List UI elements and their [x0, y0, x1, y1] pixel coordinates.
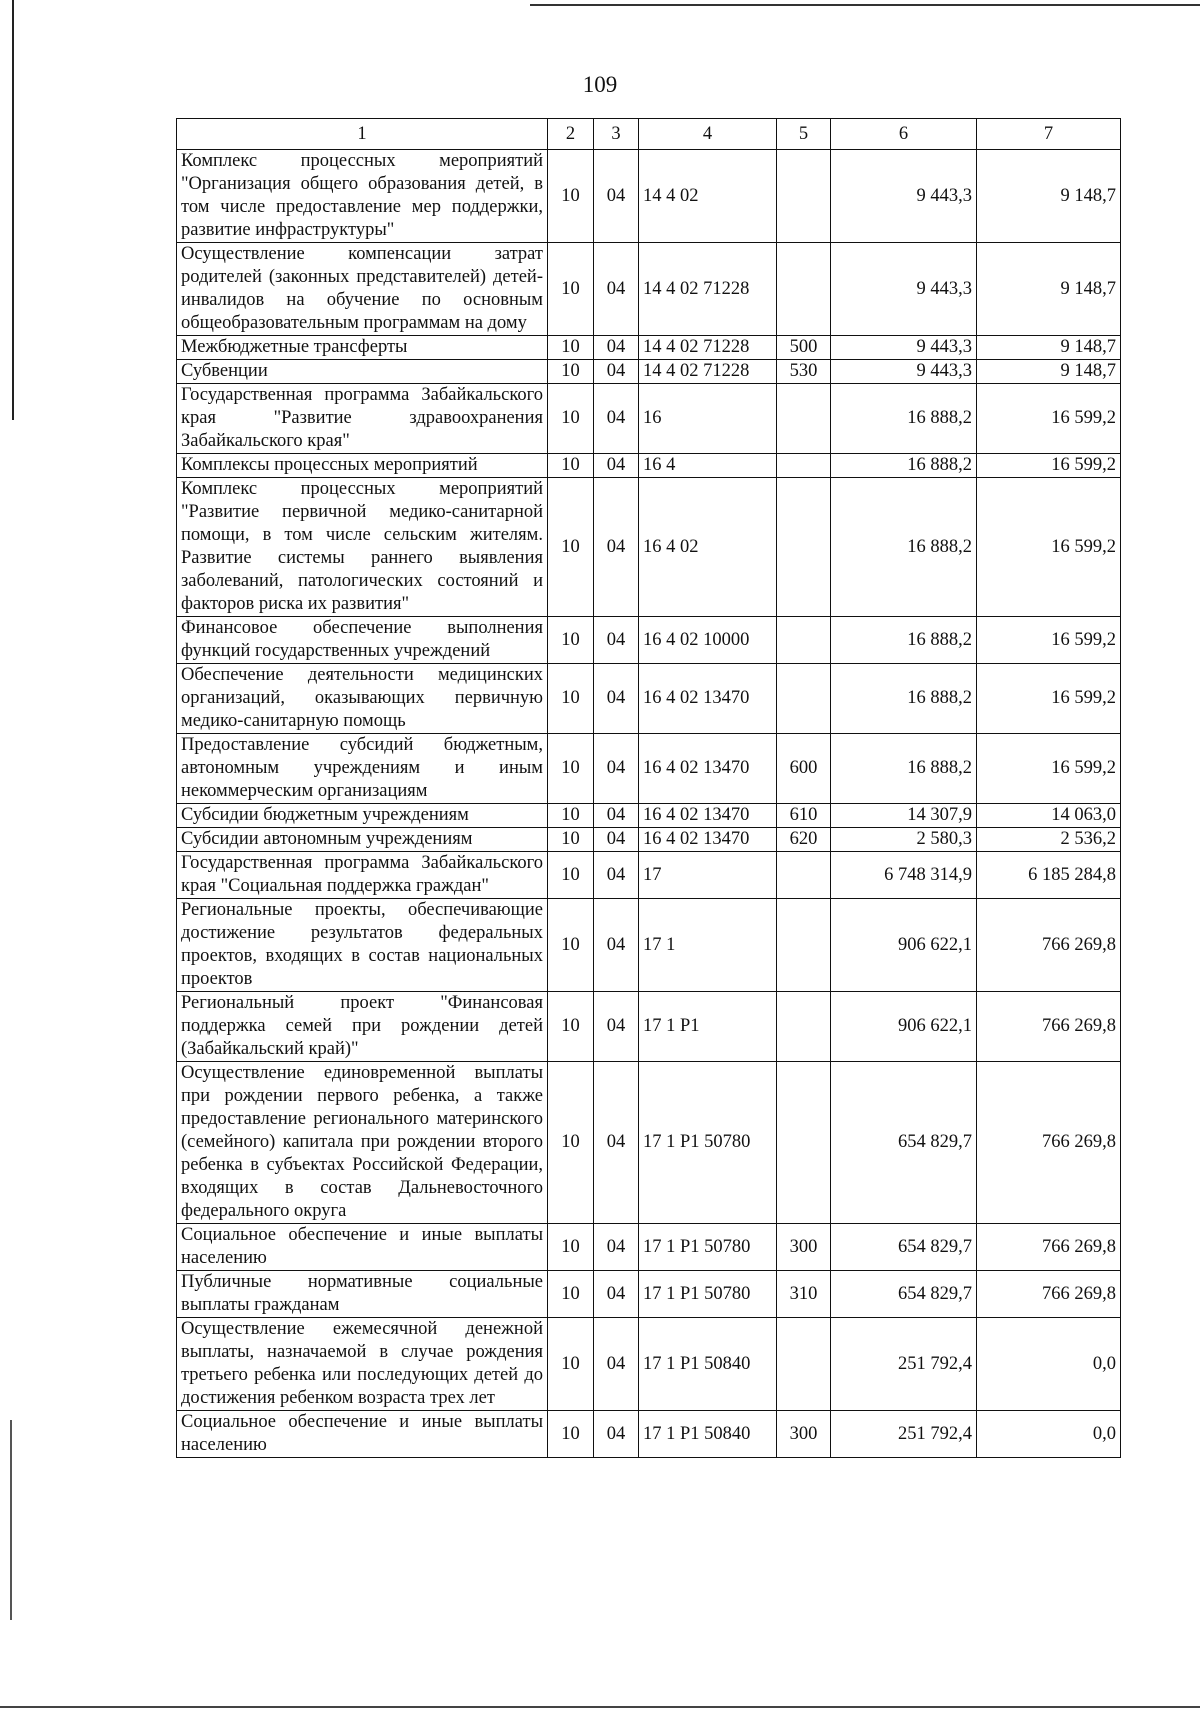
row-expense-type: 530 [777, 360, 831, 384]
row-amount-year1: 654 829,7 [831, 1062, 977, 1224]
row-amount-year1: 9 443,3 [831, 360, 977, 384]
row-amount-year1: 6 748 314,9 [831, 852, 977, 899]
row-target-article: 16 4 02 13470 [639, 734, 777, 804]
row-target-article: 16 4 02 [639, 478, 777, 617]
row-amount-year2: 9 148,7 [977, 336, 1121, 360]
scan-margin-line [12, 0, 14, 420]
row-amount-year2: 16 599,2 [977, 734, 1121, 804]
table-row [177, 804, 1121, 828]
page-number: 109 [582, 72, 618, 97]
row-name: Субсидии бюджетным учреждениям [177, 804, 548, 828]
row-expense-type [777, 852, 831, 899]
row-amount-year2: 766 269,8 [977, 1271, 1121, 1318]
row-expense-type [777, 992, 831, 1062]
row-target-article: 17 1 P1 50780 [639, 1271, 777, 1318]
row-section: 10 [548, 1062, 594, 1224]
budget-table [176, 118, 1121, 1458]
row-name: Комплексы процессных мероприятий [177, 454, 548, 478]
row-name: Осуществление единовременной выплаты при рождении первого ребенка, а также предоставление регионального материнского (семейного) капитала при рождении второго ребенка в субъектах Российской Федерации, входящих в состав Дальневосточного федерального округа [177, 1062, 548, 1224]
row-amount-year2: 766 269,8 [977, 992, 1121, 1062]
row-target-article: 14 4 02 71228 [639, 336, 777, 360]
row-section: 10 [548, 478, 594, 617]
row-subsection: 04 [594, 1062, 639, 1224]
row-target-article: 16 4 02 10000 [639, 617, 777, 664]
row-amount-year2: 16 599,2 [977, 454, 1121, 478]
table-row [177, 1271, 1121, 1318]
row-target-article: 17 1 P1 50780 [639, 1062, 777, 1224]
row-amount-year2: 16 599,2 [977, 478, 1121, 617]
row-name: Обеспечение деятельности медицинских организаций, оказывающих первичную медико-санитарную помощь [177, 664, 548, 734]
row-section: 10 [548, 243, 594, 336]
row-name: Публичные нормативные социальные выплаты гражданам [177, 1271, 548, 1318]
row-target-article: 17 1 P1 50840 [639, 1318, 777, 1411]
table-row [177, 1062, 1121, 1224]
row-amount-year2: 6 185 284,8 [977, 852, 1121, 899]
row-amount-year1: 654 829,7 [831, 1271, 977, 1318]
row-expense-type [777, 478, 831, 617]
column-header: 5 [777, 119, 831, 150]
row-name: Предоставление субсидий бюджетным, автономным учреждениям и иным некоммерческим организациям [177, 734, 548, 804]
row-subsection: 04 [594, 664, 639, 734]
row-amount-year1: 906 622,1 [831, 992, 977, 1062]
row-amount-year2: 16 599,2 [977, 384, 1121, 454]
row-section: 10 [548, 828, 594, 852]
row-subsection: 04 [594, 828, 639, 852]
table-row [177, 1318, 1121, 1411]
row-expense-type [777, 243, 831, 336]
table-row [177, 336, 1121, 360]
row-subsection: 04 [594, 1271, 639, 1318]
row-target-article: 17 1 P1 [639, 992, 777, 1062]
row-expense-type [777, 1318, 831, 1411]
row-expense-type [777, 664, 831, 734]
row-section: 10 [548, 734, 594, 804]
row-target-article: 14 4 02 71228 [639, 360, 777, 384]
row-expense-type [777, 899, 831, 992]
row-subsection: 04 [594, 1411, 639, 1458]
row-amount-year2: 16 599,2 [977, 664, 1121, 734]
row-expense-type: 610 [777, 804, 831, 828]
row-name: Осуществление компенсации затрат родителей (законных представителей) детей-инвалидов на обучение по основным общеобразовательным программам на дому [177, 243, 548, 336]
scan-margin-line-lower [10, 1420, 12, 1620]
row-amount-year2: 766 269,8 [977, 1224, 1121, 1271]
row-subsection: 04 [594, 478, 639, 617]
table-row [177, 1411, 1121, 1458]
table-row [177, 150, 1121, 243]
header-row [177, 119, 1121, 150]
row-subsection: 04 [594, 899, 639, 992]
row-name: Социальное обеспечение и иные выплаты населению [177, 1411, 548, 1458]
row-amount-year1: 14 307,9 [831, 804, 977, 828]
row-name: Региональный проект "Финансовая поддержка семей при рождении детей (Забайкальский край)" [177, 992, 548, 1062]
row-amount-year1: 16 888,2 [831, 454, 977, 478]
table-row [177, 617, 1121, 664]
row-target-article: 17 1 [639, 899, 777, 992]
row-expense-type [777, 150, 831, 243]
row-section: 10 [548, 804, 594, 828]
table-row [177, 454, 1121, 478]
row-amount-year1: 16 888,2 [831, 478, 977, 617]
row-amount-year2: 766 269,8 [977, 899, 1121, 992]
row-subsection: 04 [594, 150, 639, 243]
row-name: Комплекс процессных мероприятий "Развитие первичной медико-санитарной помощи, в том числе сельским жителям. Развитие системы раннего выявления заболеваний, патологических состояний и факторов риска их развития" [177, 478, 548, 617]
row-amount-year1: 251 792,4 [831, 1318, 977, 1411]
row-section: 10 [548, 1271, 594, 1318]
table-row [177, 384, 1121, 454]
row-name: Финансовое обеспечение выполнения функций государственных учреждений [177, 617, 548, 664]
row-amount-year1: 654 829,7 [831, 1224, 977, 1271]
row-amount-year2: 766 269,8 [977, 1062, 1121, 1224]
column-header: 7 [977, 119, 1121, 150]
row-target-article: 17 1 P1 50840 [639, 1411, 777, 1458]
row-expense-type: 500 [777, 336, 831, 360]
column-header: 4 [639, 119, 777, 150]
row-name: Государственная программа Забайкальского края "Социальная поддержка граждан" [177, 852, 548, 899]
table-row [177, 243, 1121, 336]
row-expense-type [777, 617, 831, 664]
row-section: 10 [548, 852, 594, 899]
row-amount-year1: 16 888,2 [831, 384, 977, 454]
row-subsection: 04 [594, 852, 639, 899]
scan-bottom-rule [0, 1706, 1200, 1708]
row-target-article: 17 [639, 852, 777, 899]
row-amount-year2: 0,0 [977, 1318, 1121, 1411]
row-amount-year2: 2 536,2 [977, 828, 1121, 852]
row-section: 10 [548, 150, 594, 243]
row-expense-type: 310 [777, 1271, 831, 1318]
row-amount-year2: 9 148,7 [977, 150, 1121, 243]
row-subsection: 04 [594, 454, 639, 478]
row-subsection: 04 [594, 617, 639, 664]
row-section: 10 [548, 384, 594, 454]
row-target-article: 16 [639, 384, 777, 454]
row-expense-type: 300 [777, 1411, 831, 1458]
row-expense-type: 600 [777, 734, 831, 804]
row-amount-year1: 16 888,2 [831, 617, 977, 664]
table-row [177, 664, 1121, 734]
column-header: 3 [594, 119, 639, 150]
column-header: 1 [177, 119, 548, 150]
column-header: 2 [548, 119, 594, 150]
row-subsection: 04 [594, 1318, 639, 1411]
row-expense-type [777, 384, 831, 454]
row-section: 10 [548, 360, 594, 384]
scan-top-rule [530, 4, 1200, 6]
row-section: 10 [548, 664, 594, 734]
row-name: Субсидии автономным учреждениям [177, 828, 548, 852]
row-expense-type: 300 [777, 1224, 831, 1271]
table-row [177, 828, 1121, 852]
row-subsection: 04 [594, 1224, 639, 1271]
table-row [177, 734, 1121, 804]
table-row [177, 852, 1121, 899]
row-amount-year1: 16 888,2 [831, 664, 977, 734]
row-amount-year1: 9 443,3 [831, 336, 977, 360]
row-section: 10 [548, 454, 594, 478]
row-section: 10 [548, 336, 594, 360]
row-subsection: 04 [594, 384, 639, 454]
row-section: 10 [548, 992, 594, 1062]
row-amount-year1: 9 443,3 [831, 150, 977, 243]
row-amount-year1: 251 792,4 [831, 1411, 977, 1458]
row-name: Субвенции [177, 360, 548, 384]
row-subsection: 04 [594, 992, 639, 1062]
row-expense-type [777, 1062, 831, 1224]
row-amount-year2: 9 148,7 [977, 243, 1121, 336]
table-row [177, 899, 1121, 992]
row-section: 10 [548, 1224, 594, 1271]
row-amount-year2: 16 599,2 [977, 617, 1121, 664]
row-name: Социальное обеспечение и иные выплаты населению [177, 1224, 548, 1271]
row-target-article: 14 4 02 [639, 150, 777, 243]
row-subsection: 04 [594, 804, 639, 828]
row-amount-year2: 14 063,0 [977, 804, 1121, 828]
column-header: 6 [831, 119, 977, 150]
row-target-article: 16 4 02 13470 [639, 804, 777, 828]
row-amount-year1: 9 443,3 [831, 243, 977, 336]
row-name: Комплекс процессных мероприятий "Организация общего образования детей, в том числе предоставление мер поддержки, развитие инфраструктуры" [177, 150, 548, 243]
row-expense-type [777, 454, 831, 478]
table-body [177, 150, 1121, 1458]
row-amount-year1: 16 888,2 [831, 734, 977, 804]
row-section: 10 [548, 1318, 594, 1411]
row-subsection: 04 [594, 734, 639, 804]
row-target-article: 17 1 P1 50780 [639, 1224, 777, 1271]
row-target-article: 16 4 02 13470 [639, 664, 777, 734]
row-name: Региональные проекты, обеспечивающие достижение результатов федеральных проектов, входящих в состав национальных проектов [177, 899, 548, 992]
table-row [177, 992, 1121, 1062]
table-row [177, 1224, 1121, 1271]
row-amount-year1: 906 622,1 [831, 899, 977, 992]
table-row [177, 360, 1121, 384]
row-name: Государственная программа Забайкальского края "Развитие здравоохранения Забайкальского края" [177, 384, 548, 454]
row-name: Осуществление ежемесячной денежной выплаты, назначаемой в случае рождения третьего ребенка или последующих детей до достижения ребенком возраста трех лет [177, 1318, 548, 1411]
row-amount-year1: 2 580,3 [831, 828, 977, 852]
row-section: 10 [548, 617, 594, 664]
row-target-article: 14 4 02 71228 [639, 243, 777, 336]
row-subsection: 04 [594, 243, 639, 336]
row-target-article: 16 4 02 13470 [639, 828, 777, 852]
row-subsection: 04 [594, 360, 639, 384]
row-amount-year2: 0,0 [977, 1411, 1121, 1458]
row-amount-year2: 9 148,7 [977, 360, 1121, 384]
row-expense-type: 620 [777, 828, 831, 852]
row-section: 10 [548, 1411, 594, 1458]
row-name: Межбюджетные трансферты [177, 336, 548, 360]
row-target-article: 16 4 [639, 454, 777, 478]
table-row [177, 478, 1121, 617]
row-subsection: 04 [594, 336, 639, 360]
row-section: 10 [548, 899, 594, 992]
